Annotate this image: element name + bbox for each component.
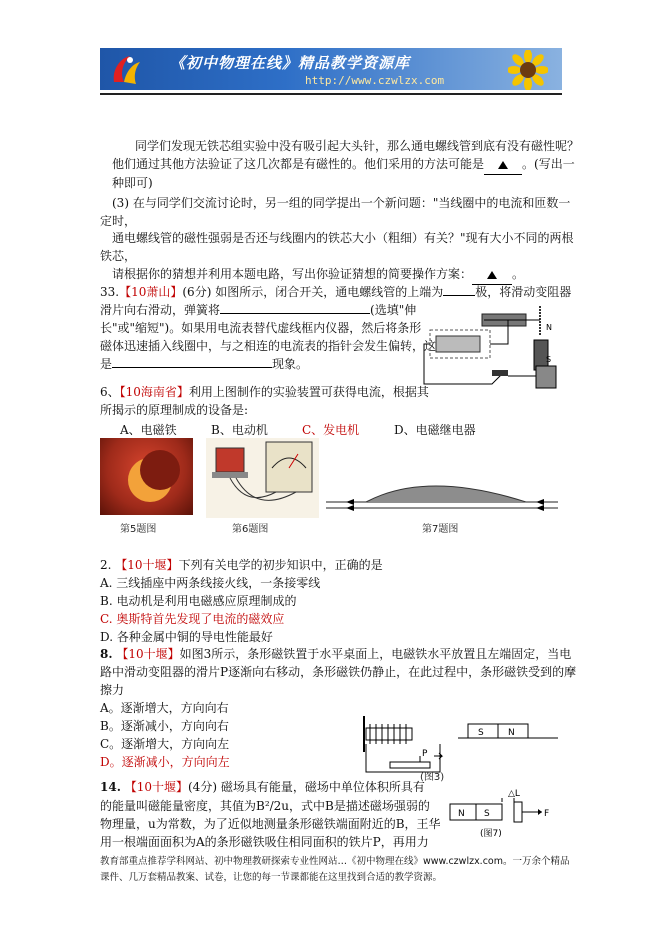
triangle-icon — [487, 271, 497, 279]
source-tag: 【10海南省】 — [119, 385, 189, 399]
answer-blank[interactable] — [443, 295, 475, 296]
svg-text:P: P — [422, 749, 428, 759]
text-line: (3) 在与同学们交流讨论时，另一组的同学提出一个新问题："当线圈中的电流和匝数一 — [112, 196, 571, 210]
text-line: 物理量，u为常数，为了近似地测量条形磁铁端面附近的B，王华 — [100, 817, 441, 831]
text-span: 。(写出一 — [522, 157, 575, 171]
triangle-icon — [498, 161, 508, 169]
text-line: 定时， — [100, 214, 137, 228]
question-2-line — [100, 556, 383, 575]
eclipse-photo — [100, 438, 193, 515]
option-d: D。逐渐减小，方向向左 — [100, 755, 230, 769]
text-span: 现象。 — [272, 357, 309, 371]
question-14-line — [100, 778, 425, 797]
text-span: 利用上图制作的实验装置可获得电流，根据其 — [188, 385, 429, 399]
answer-blank[interactable] — [112, 367, 272, 368]
magnet-plate-figure — [446, 786, 566, 842]
option-a: A、电磁铁 — [120, 423, 177, 437]
generator-figure — [206, 438, 319, 518]
text-line: 擦力 — [100, 683, 125, 697]
text-span: 下列有关电学的初步知识中，正确的是 — [178, 558, 383, 572]
option-b: B. 电动机是利用电磁感应原理制成的 — [100, 594, 297, 608]
text-span: (6分) 如图所示，闭合开关，通电螺线管的上端为 — [182, 285, 444, 299]
text-span: (4分) 磁场具有能量，磁场中单位体积所具有 — [188, 780, 425, 794]
text-span: 。 — [512, 267, 525, 281]
option-c: C. 奥斯特首先发现了电流的磁效应 — [100, 612, 285, 626]
answer-blank[interactable] — [220, 313, 370, 314]
figure-caption: 第6题图 — [232, 524, 269, 535]
text-span: 他们通过其他方法验证了这几次都是有磁性的。他们采用的方法可能是 — [112, 157, 485, 171]
eclipse-icon — [100, 438, 193, 515]
text-span: 滑片向右滑动，弹簧将 — [100, 303, 221, 317]
text-span: 极，将滑动变阻器 — [475, 285, 572, 299]
circuit-figure — [422, 300, 562, 392]
footer-note: 教育部重点推荐学科网站、初中物理教研探索专业性网站…《初中物理在线》www.czwlzx.com。一万余个精品课件、几万套精品教案、试卷，让您的每一节课都能在这里找到合适的教学资源。 — [100, 856, 570, 884]
option-b: B。逐渐减小，方向向右 — [100, 719, 229, 733]
option-d: D. 各种金属中铜的导电性能最好 — [100, 630, 273, 644]
svg-text:S: S — [484, 809, 490, 819]
electromagnet-figure — [360, 712, 560, 782]
question-number: 6、 — [100, 385, 120, 399]
text-span: 请根据你的猜想并利用本题电路，写出你验证猜想的简要操作方案： — [112, 267, 473, 281]
text-span: 如图3所示，条形磁铁置于水平桌面上，电磁铁水平放置且左端固定，当电 — [179, 647, 572, 661]
answer-blank[interactable] — [472, 265, 512, 285]
figure-caption: 第7题图 — [422, 524, 459, 535]
answer-blank[interactable] — [484, 155, 522, 175]
svg-text:N: N — [458, 809, 465, 819]
svg-text:N: N — [508, 728, 515, 738]
source-tag: 【10十堰】 — [124, 780, 188, 794]
text-line — [112, 265, 524, 285]
text-line: 的能量叫磁能量密度，其值为B²/2u，式中B是描述磁场强弱的 — [100, 799, 430, 813]
source-tag: 【10萧山】 — [119, 285, 183, 299]
svg-text:S: S — [546, 355, 552, 364]
option-d: D、电磁继电器 — [394, 423, 476, 437]
question-number: 8. — [100, 647, 113, 661]
text-span: 是 — [100, 357, 113, 371]
text-span: (选填"伸 — [370, 303, 417, 317]
text-line: 用一根端面面积为A的条形磁铁吸住相同面积的铁片P，再用力 — [100, 835, 429, 849]
text-line: 长"或"缩短")。如果用电流表替代虚线框内仪器，然后将条形 — [100, 321, 422, 335]
header-banner — [100, 48, 562, 90]
magnetic-field-figure — [326, 468, 558, 516]
option-a: A. 三线插座中两条线接火线，一条接零线 — [100, 576, 321, 590]
text-line — [112, 155, 575, 175]
question-number: 14. — [100, 780, 121, 794]
banner-url[interactable]: http://www.czwlzx.com — [305, 74, 445, 87]
question-8-line — [100, 645, 571, 664]
figure-caption: 第5题图 — [120, 524, 157, 535]
question-number: 2. — [100, 558, 112, 572]
figure-caption: (图7) — [480, 829, 502, 839]
text-line — [100, 301, 416, 320]
site-logo-icon — [108, 52, 142, 86]
text-line — [100, 355, 308, 374]
sunflower-icon — [508, 50, 548, 90]
svg-text:F: F — [544, 809, 550, 819]
question-6-line — [100, 383, 429, 402]
header-rule — [100, 93, 562, 95]
svg-text:N: N — [546, 323, 552, 332]
text-line: 铁芯， — [100, 249, 137, 263]
source-tag: 【10十堰】 — [115, 558, 179, 572]
svg-text:△L: △L — [508, 789, 520, 799]
question-number: 33. — [100, 285, 120, 299]
text-line: 种即可) — [112, 176, 153, 190]
option-c: C、发电机 — [302, 423, 360, 437]
figure-caption: (图3) — [420, 772, 445, 783]
text-line: 通电螺线管的磁性强弱是否还与线圈内的铁芯大小（粗细）有关？"现有大小不同的两根 — [112, 231, 574, 245]
text-line: 同学们发现无铁芯组实验中没有吸引起大头针，那么通电螺线管到底有没有磁性呢？ — [135, 139, 580, 153]
option-b: B、电动机 — [211, 423, 268, 437]
option-a: A。逐渐增大，方向向右 — [100, 701, 229, 715]
text-line: 路中滑动变阻器的滑片P逐渐向右移动，条形磁铁仍静止，在此过程中，条形磁铁受到的摩 — [100, 665, 577, 679]
question-33-line — [100, 283, 571, 302]
option-c: C。逐渐增大，方向向左 — [100, 737, 230, 751]
banner-title: 《初中物理在线》精品教学资源库 — [170, 54, 411, 72]
text-line: 所揭示的原理制成的设备是: — [100, 403, 249, 417]
svg-text:S: S — [478, 728, 484, 738]
text-line: 磁体迅速插入线圈中，与之相连的电流表的指针会发生偏转，这 — [100, 339, 437, 353]
source-tag: 【10十堰】 — [116, 647, 180, 661]
